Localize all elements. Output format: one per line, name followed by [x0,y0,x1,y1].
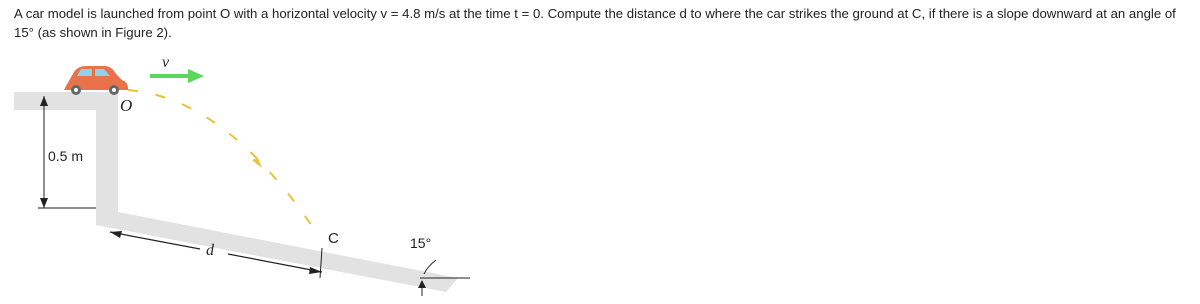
distance-label: d [206,242,214,259]
velocity-arrow [150,69,204,83]
angle-label: 15° [410,235,432,251]
point-o-label: O [120,96,133,115]
car-model [64,66,128,95]
problem-text: A car model is launched from point O with a horizontal velocity v = 4.8 m/s at the time t = 0. Compute the distance d to where the car strikes the ground at C, if there is a slope downward at an angle of 15° (as shown in Figure 2). [14,6,1176,40]
ground-shape [14,92,458,292]
velocity-label: v [162,54,170,71]
point-c-label: C [328,230,339,247]
trajectory-path [128,90,320,238]
trajectory-arrowhead [252,158,262,168]
height-label: 0.5 m [48,148,84,164]
